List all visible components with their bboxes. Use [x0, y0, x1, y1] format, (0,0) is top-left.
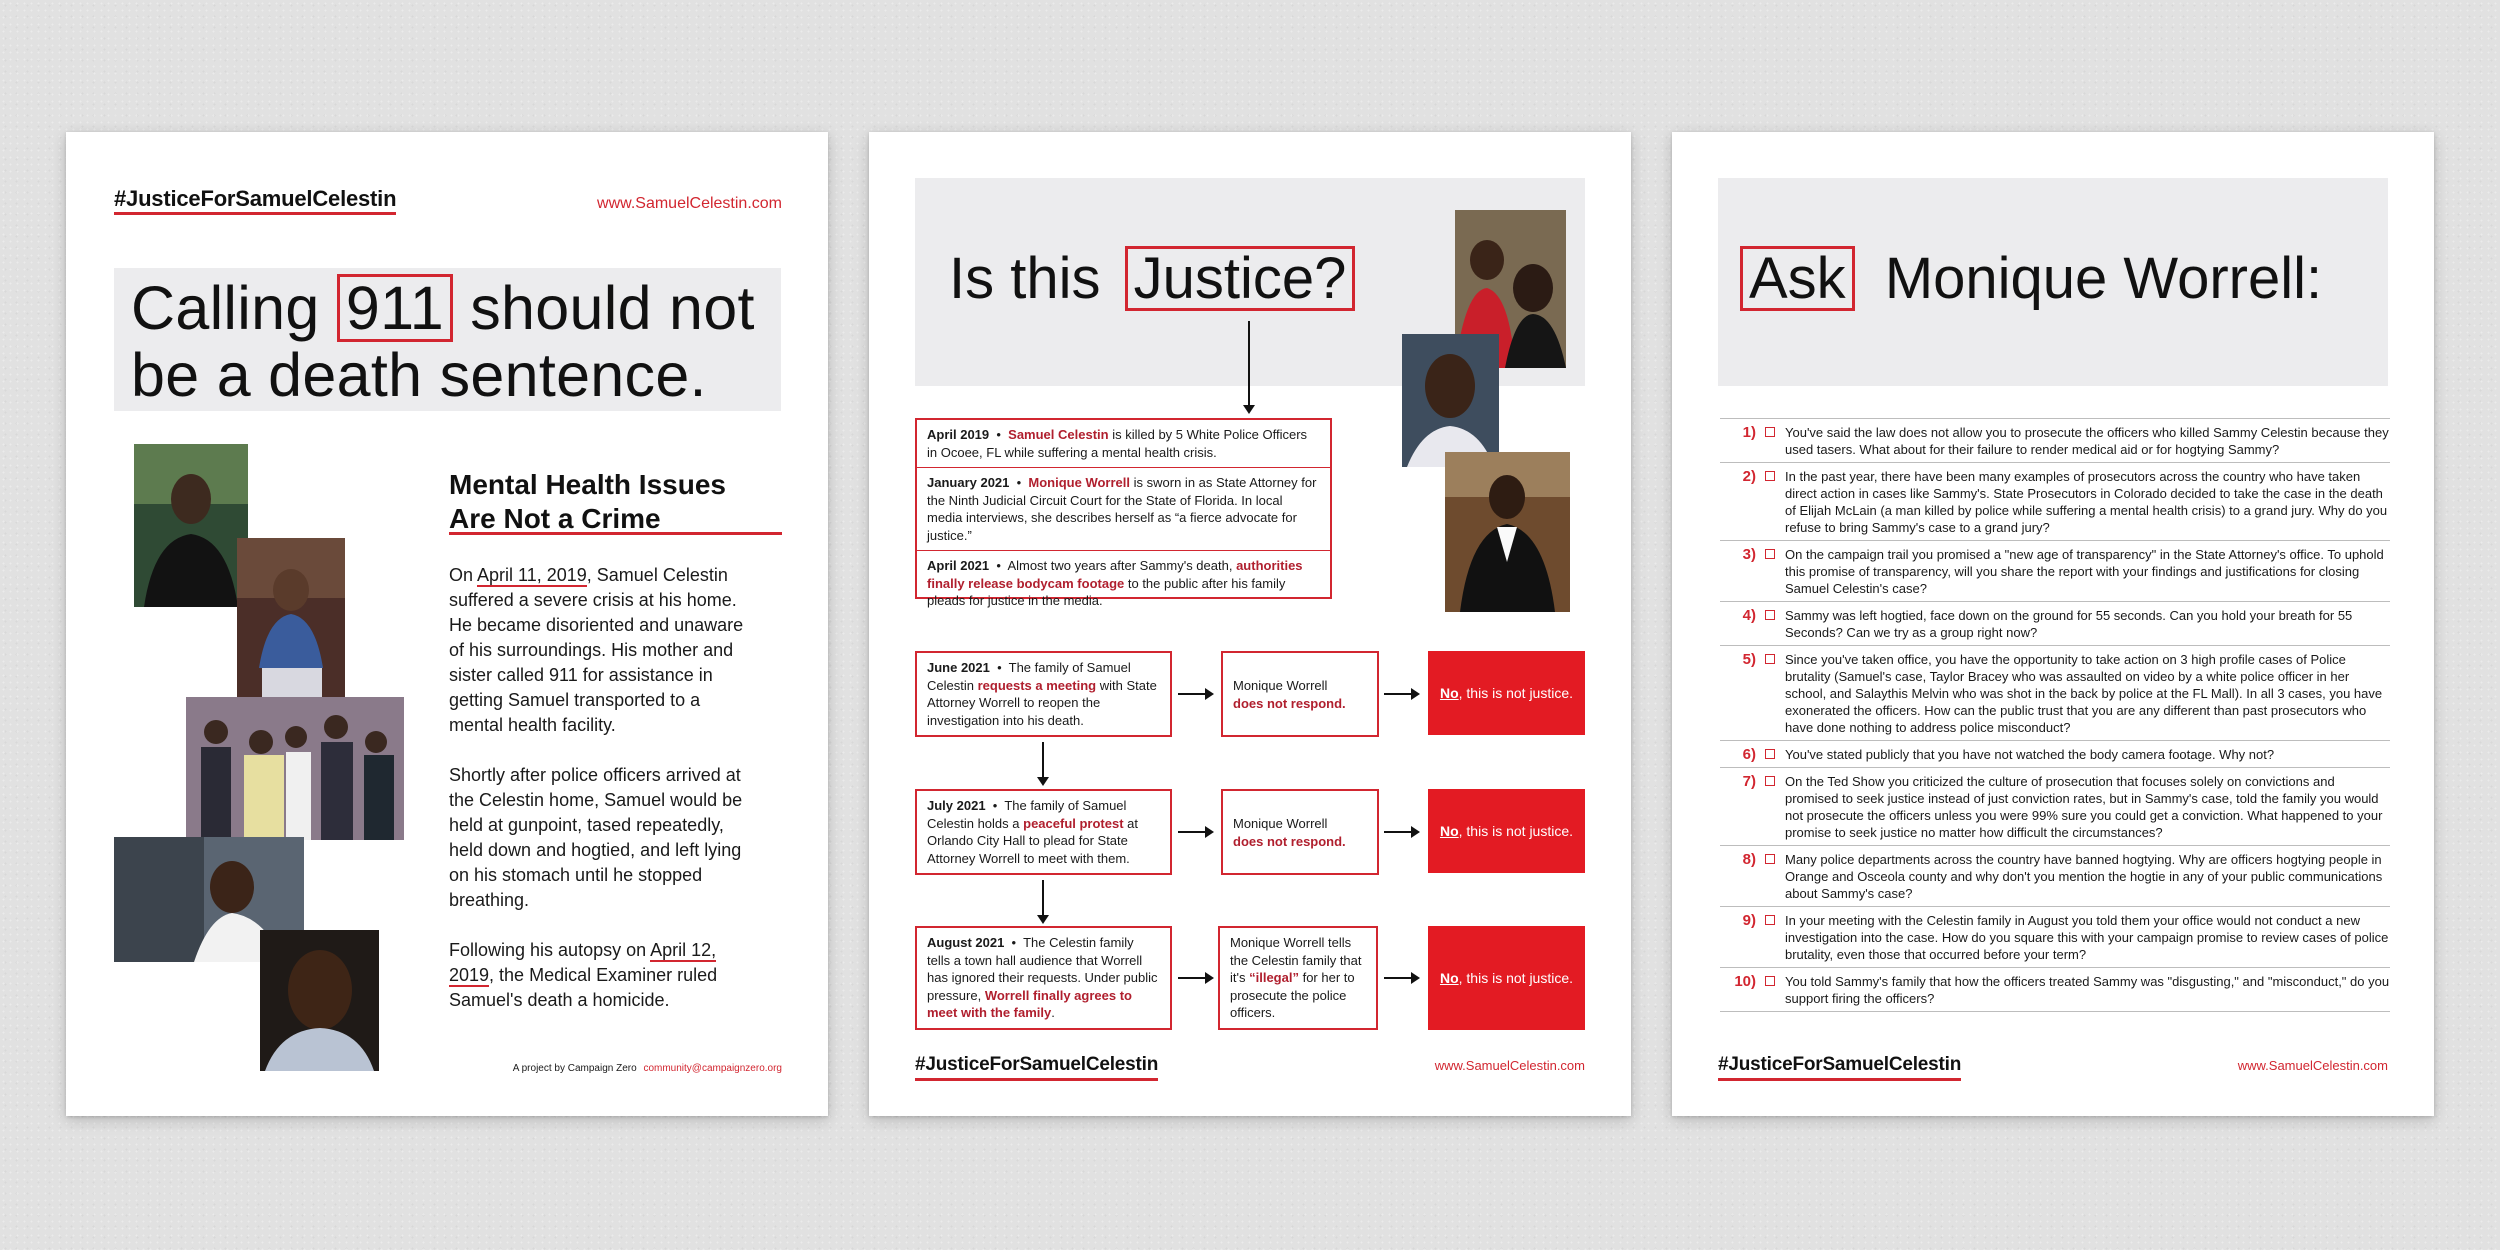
- response-text: for her to prosecute the police officers.: [1230, 970, 1355, 1020]
- question-text: On the Ted Show you criticized the culture of prosecution that focuses solely on convictions and promised to seek justice instead of just conviction rates, but in Sammy's case, told the family you would not prosecute the officers unless you were 99% sure you could get a conviction. What happened to your promise to seek justice no matter how difficult the circumstances?: [1785, 774, 2383, 840]
- entry-name: Monique Worrell: [1028, 475, 1131, 490]
- question-text: In your meeting with the Celestin family in August you told them your office would not conduct a new investigation into the case. How do you square this with your campaign promise to review cases of police brutality, even those that occurred before your term?: [1785, 913, 2389, 962]
- question-item: [1720, 740, 2390, 767]
- question-text: You've stated publicly that you have not watched the body camera footage. Why not?: [1785, 747, 2275, 762]
- hashtag-footer: #JusticeForSamuelCelestin: [915, 1052, 1158, 1081]
- text-span: , Samuel Celestin suffered a severe crisis at his home. He became disoriented and unaware of his surroundings. His mother and sister called 911 for assistance in getting Samuel transported to a mental health facility.: [449, 565, 744, 735]
- entry-text: is killed by 5 White Police Officers in Ocoee, FL while suffering a mental health crisis.: [927, 427, 1308, 460]
- photo-young-man: [260, 930, 379, 1071]
- headline-box: [114, 268, 781, 411]
- headline-text: Is this: [949, 246, 1101, 311]
- timeline-entry-july-2021: July 2021 • The family of Samuel Celestin holds a peaceful protest at Orlando City Hall to plead for State Attorney Worrell to meet with them.: [915, 789, 1172, 875]
- footer-credit: [513, 1063, 782, 1074]
- question-text: Many police departments across the country have banned hogtying. Why are officers hogtying people in Orange and Osceola county and why don't you mention the hogtie in any of your public communications about Sammy's case?: [1785, 852, 2383, 901]
- entry-text: to the public after his family pleads for justice in the media.: [927, 575, 1286, 608]
- verdict-no: No: [1439, 823, 1459, 839]
- question-text: You told Sammy's family that how the officers treated Sammy was "disgusting," and "misconduct," do you support firing the officers?: [1785, 974, 2390, 1006]
- headline-text: Monique Worrell:: [1884, 246, 2323, 311]
- entry-text: The Celestin family tells a town hall audience that Worrell has ignored their requests. Under public pressure,: [927, 935, 1158, 1003]
- question-number: 6): [1742, 746, 1756, 763]
- response-highlight: “illegal”: [1249, 970, 1299, 985]
- headline-box: [1718, 178, 2388, 386]
- response-name: Monique Worrell: [1233, 816, 1328, 831]
- question-number: 10): [1734, 973, 1756, 990]
- entry-date: June 2021: [927, 660, 990, 675]
- verdict-no: No: [1439, 970, 1459, 986]
- headline-highlight: 911: [337, 274, 453, 342]
- entry-date: January 2021: [927, 475, 1010, 490]
- question-item: [1720, 906, 2390, 967]
- flow-arrow: [1384, 693, 1418, 695]
- question-item: [1720, 418, 2390, 462]
- photo-portrait-adult: [134, 444, 248, 607]
- question-list: [1720, 418, 2390, 1012]
- section-heading: [449, 468, 782, 535]
- checkbox-icon[interactable]: [1765, 654, 1775, 664]
- checkbox-icon[interactable]: [1765, 471, 1775, 481]
- response-text: does not respond.: [1233, 833, 1346, 849]
- question-text: In the past year, there have been many examples of prosecutors across the country who have taken direct action in cases like Sammy's. State Prosecutors in Colorado decided to take the case in the death of Elijah McLain (a man killed by police while suffering a mental health crisis) to a grand jury. Why do you refuse to bring Sammy's case to a grand jury?: [1785, 469, 2388, 535]
- headline-highlight: Justice?: [1125, 246, 1356, 311]
- checkbox-icon[interactable]: [1765, 776, 1775, 786]
- question-item: [1720, 601, 2390, 645]
- verdict-text: , this is not justice.: [1458, 970, 1574, 986]
- response-text: does not respond.: [1233, 695, 1346, 711]
- entry-date: April 2021: [927, 558, 990, 573]
- question-number: 3): [1742, 546, 1756, 563]
- question-text: You've said the law does not allow you to prosecute the officers who killed Sammy Celestin because they used tasers. What about for their failure to render medical aid or for hogtying Sammy?: [1785, 425, 2389, 457]
- timeline-box-early: [915, 418, 1332, 608]
- entry-text: The family of Samuel Celestin holds a: [927, 798, 1127, 831]
- question-number: 9): [1742, 912, 1756, 929]
- timeline-entry-april-2019: April 2019 • Samuel Celestin is killed by 5 White Police Officers in Ocoee, FL while suffering a mental health crisis.: [927, 427, 1308, 460]
- website-link-footer[interactable]: www.SamuelCelestin.com: [1434, 1058, 1585, 1073]
- flow-arrow: [1042, 880, 1044, 922]
- question-text: Sammy was left hogtied, face down on the ground for 55 seconds. Can you hold your breath for 55 Seconds? Can we try as a group right now?: [1785, 608, 2353, 640]
- flow-arrow: [1178, 977, 1212, 979]
- question-number: 8): [1742, 851, 1756, 868]
- checkbox-icon[interactable]: [1765, 915, 1775, 925]
- entry-date: July 2021: [927, 798, 986, 813]
- timeline-entry-august-2021: August 2021 • The Celestin family tells a town hall audience that Worrell has ignored their requests. Under public pressure, Worrell finally agrees to meet with the family.: [915, 926, 1172, 1030]
- response-box-july: [1221, 789, 1379, 875]
- page-title: [1740, 246, 2322, 311]
- flyer-page-2: [869, 132, 1631, 1116]
- question-item: [1720, 967, 2390, 1012]
- question-item: [1720, 645, 2390, 740]
- photo-family: [186, 697, 404, 840]
- timeline-entry-june-2021: June 2021 • The family of Samuel Celestin requests a meeting with State Attorney Worrell to reopen the investigation into his death.: [915, 651, 1172, 737]
- entry-highlight: requests a meeting: [977, 677, 1097, 693]
- entry-text: The family of Samuel Celestin: [927, 660, 1131, 693]
- website-link-footer[interactable]: www.SamuelCelestin.com: [2237, 1058, 2388, 1073]
- verdict-box-august: [1428, 926, 1585, 1030]
- section-heading-line: Are Not a Crime: [449, 503, 661, 534]
- entry-date: April 2019: [927, 427, 990, 442]
- verdict-no: No: [1439, 685, 1459, 701]
- paragraph-3: [449, 938, 746, 1013]
- flow-arrow: [1178, 693, 1212, 695]
- question-number: 4): [1742, 607, 1756, 624]
- verdict-box-july: [1428, 789, 1585, 873]
- footer-project: A project by Campaign Zero: [512, 1063, 637, 1074]
- paragraph-2: Shortly after police officers arrived at the Celestin home, Samuel would be held at gunpoint, tased repeatedly, held down and hogtied, and left lying on his stomach until he stopped breathing.: [449, 765, 743, 910]
- flow-arrow: [1384, 831, 1418, 833]
- flow-arrow: [1248, 321, 1250, 412]
- section-heading-line: Mental Health Issues: [449, 469, 726, 500]
- website-link[interactable]: www.SamuelCelestin.com: [597, 195, 782, 212]
- question-number: 2): [1742, 468, 1756, 485]
- response-name: Monique Worrell: [1233, 678, 1328, 693]
- checkbox-icon[interactable]: [1765, 610, 1775, 620]
- entry-text: Almost two years after Sammy's death,: [1007, 558, 1233, 573]
- flow-arrow: [1042, 742, 1044, 784]
- entry-text: with State Attorney Worrell to reopen the investigation into his death.: [927, 677, 1157, 728]
- entry-highlight: Worrell finally agrees to meet with the family: [927, 987, 1132, 1020]
- flow-arrow: [1178, 831, 1212, 833]
- footer-email-link[interactable]: community@campaignzero.org: [643, 1063, 782, 1074]
- text-span: On: [449, 565, 474, 585]
- entry-highlight: peaceful protest: [1023, 815, 1124, 831]
- photo-child: [237, 538, 345, 710]
- timeline-entry-april-2021: April 2021 • Almost two years after Sammy's death, authorities finally release bodycam footage to the public after his family pleads for justice in the media.: [927, 558, 1303, 608]
- entry-name: Samuel Celestin: [1008, 427, 1109, 442]
- text-span: , the Medical Examiner ruled Samuel's death a homicide.: [449, 965, 718, 1010]
- entry-text: at Orlando City Hall to plead for State Attorney Worrell to meet with them.: [927, 815, 1139, 866]
- question-item: [1720, 767, 2390, 845]
- entry-text: is sworn in as State Attorney for the Ninth Judicial Circuit Court for the State of Florida. In local media interviews, she describes herself as “a fierce advocate for justice.”: [927, 475, 1317, 543]
- response-box-june: [1221, 651, 1379, 737]
- entry-highlight: authorities finally release bodycam footage: [927, 558, 1303, 591]
- photo-portrait-smile: [1402, 334, 1499, 467]
- verdict-box-june: [1428, 651, 1585, 735]
- checkbox-icon[interactable]: [1765, 854, 1775, 864]
- checkbox-icon[interactable]: [1765, 549, 1775, 559]
- hashtag-footer: #JusticeForSamuelCelestin: [1718, 1052, 1961, 1081]
- question-text: Since you've taken office, you have the opportunity to take action on 3 high profile cases of Police brutality (Samuel's case, Taylor Bracey who was assaulted on video by a white police officer in her school, and Salaythis Melvin who was shot in the back by police at the FL Mall). In all 3 cases, you have exonerated the officers. How can the public trust that you are any different than past prosecutors who have done nothing to address police misconduct?: [1785, 652, 2383, 735]
- question-number: 1): [1742, 424, 1756, 441]
- text-span: Following his autopsy on: [449, 940, 647, 960]
- checkbox-icon[interactable]: [1765, 976, 1775, 986]
- headline-highlight: Ask: [1740, 246, 1855, 311]
- question-number: 5): [1742, 651, 1756, 668]
- question-number: 7): [1742, 773, 1756, 790]
- verdict-text: , this is not justice.: [1458, 823, 1574, 839]
- checkbox-icon[interactable]: [1765, 427, 1775, 437]
- flyer-page-3: [1672, 132, 2434, 1116]
- date-highlight: April 11, 2019: [477, 565, 587, 585]
- checkbox-icon[interactable]: [1765, 749, 1775, 759]
- date-highlight: April 12, 2019: [449, 940, 717, 985]
- question-item: [1720, 462, 2390, 540]
- headline-text: be a death sentence.: [131, 341, 707, 410]
- headline-text: should not: [470, 274, 755, 342]
- timeline-entry-january-2021: January 2021 • Monique Worrell is sworn in as State Attorney for the Ninth Judicial Circuit Court for the State of Florida. In local media interviews, she describes herself as “a fierce advocate for justice.”: [927, 475, 1317, 543]
- response-text: Monique Worrell tells the Celestin family that it's: [1230, 935, 1362, 985]
- photo-tuxedo: [1445, 452, 1570, 612]
- flyer-page-1: [66, 132, 828, 1116]
- entry-date: August 2021: [927, 935, 1005, 950]
- page-title: [131, 274, 755, 408]
- question-item: [1720, 845, 2390, 906]
- hashtag-header: #JusticeForSamuelCelestin: [114, 186, 396, 215]
- response-box-august: [1218, 926, 1378, 1030]
- headline-text: Calling: [131, 274, 320, 342]
- flow-arrow: [1384, 977, 1418, 979]
- verdict-text: , this is not justice.: [1458, 685, 1574, 701]
- story-text: [449, 563, 746, 1038]
- page-title: [949, 246, 1355, 311]
- question-text: On the campaign trail you promised a "new age of transparency" in the State Attorney's office. To uphold this promise of transparency, will you share the report with your findings and justifications for closing Samuel Celestin's case?: [1785, 547, 2384, 596]
- question-item: [1720, 540, 2390, 601]
- paragraph-1: [449, 563, 746, 738]
